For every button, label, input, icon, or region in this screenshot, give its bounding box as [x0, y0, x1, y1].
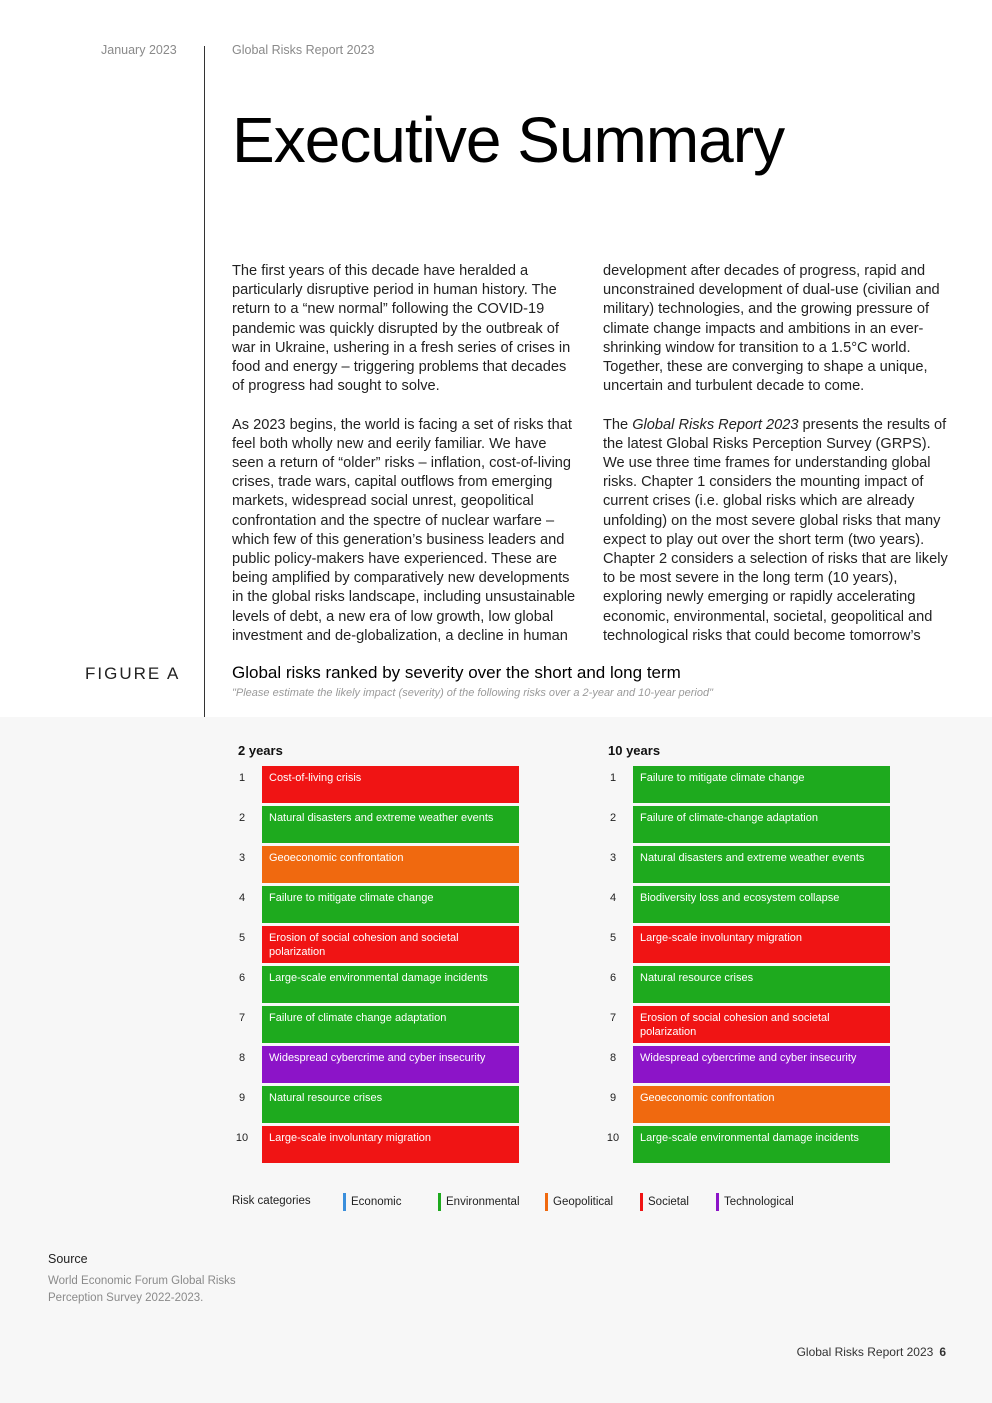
rank-number: 2 — [609, 812, 617, 824]
body-paragraph — [603, 416, 948, 646]
rank-number: 10 — [235, 1132, 249, 1144]
risk-bar — [633, 1046, 890, 1083]
risk-bar — [262, 846, 519, 883]
risk-label: Large-scale involuntary migration — [640, 932, 803, 944]
rank-number: 5 — [609, 932, 617, 944]
risk-bar — [633, 806, 890, 843]
body-paragraph: As 2023 begins, the world is facing a set of risks that feel both wholly new and eerily familiar. We have seen a return of “older” risks – inflation, cost-of-living crises, trade wars, capital outflows from emerging markets, widespread social unrest, geopolitical confrontation and the spectre of nuclear warfare – which few of this generation’s business leaders and public policy-makers have experienced. These are being amplified by comparatively new developments in the global risks landscape, including unsustainable levels of debt, a new era of low growth, low global investment and de-globalization, a decline in human — [232, 416, 576, 644]
legend-label: Geopolitical — [553, 1196, 614, 1208]
figure-subtitle: "Please estimate the likely impact (severity) of the following risks over a 2-year and 10-year period" — [232, 687, 714, 699]
risk-label: Failure of climate change adaptation — [269, 1012, 447, 1024]
source-text: World Economic Forum Global Risks Perception Survey 2022-2023. — [48, 1275, 236, 1304]
risk-label: Failure to mitigate climate change — [640, 772, 805, 784]
legend-label: Technological — [724, 1196, 794, 1208]
legend-item-economic — [343, 1193, 402, 1211]
risk-label: Widespread cybercrime and cyber insecurity — [640, 1052, 857, 1064]
footer-report-name: Global Risks Report 2023 — [796, 1345, 934, 1359]
risk-bar — [633, 926, 890, 963]
risk-bar — [262, 1086, 519, 1123]
risk-bar — [633, 1006, 890, 1043]
header-date: January 2023 — [101, 43, 177, 57]
legend-swatch — [545, 1193, 548, 1211]
body-text: The — [603, 416, 633, 433]
legend-item-geopolitical — [545, 1193, 613, 1211]
column-heading-2-years: 2 years — [238, 743, 283, 758]
legend-label: Environmental — [446, 1196, 520, 1208]
risk-bar — [633, 846, 890, 883]
rank-number: 5 — [238, 932, 246, 944]
risk-label: Natural disasters and extreme weather events — [640, 852, 865, 864]
risk-label: Large-scale environmental damage incidents — [640, 1132, 859, 1144]
legend-item-environmental — [438, 1193, 520, 1211]
risk-label: Geoeconomic confrontation — [269, 852, 404, 864]
risk-bar — [633, 886, 890, 923]
rank-number: 8 — [238, 1052, 246, 1064]
column-heading-10-years: 10 years — [608, 743, 661, 758]
risk-bar — [262, 886, 519, 923]
legend-item-technological — [716, 1193, 794, 1211]
header-report-name: Global Risks Report 2023 — [232, 43, 375, 57]
source-heading: Source — [48, 1252, 88, 1266]
rank-number: 8 — [609, 1052, 617, 1064]
risk-label: Natural disasters and extreme weather events — [269, 812, 494, 824]
risk-bar — [633, 1086, 890, 1123]
risk-label: Failure to mitigate climate change — [269, 892, 434, 904]
rank-number: 4 — [609, 892, 617, 904]
risk-bar — [262, 806, 519, 843]
risk-bar — [262, 1046, 519, 1083]
legend-label: Economic — [351, 1196, 402, 1208]
figure-title: Global risks ranked by severity over the short and long term — [232, 663, 681, 682]
body-paragraph: development after decades of progress, rapid and unconstrained development of dual-use (civilian and military) technologies, and the growing pressure of climate change impacts and ambitions in an ever-shrinking window for transition to a 1.5°C world. Together, these are converging to shape a unique, uncertain and turbulent decade to come. — [603, 263, 940, 395]
body-column-left — [232, 262, 577, 665]
rank-number: 10 — [606, 1132, 620, 1144]
body-column-right — [603, 262, 948, 665]
risk-label: Large-scale involuntary migration — [269, 1132, 432, 1144]
risk-bar — [262, 1126, 519, 1163]
risk-bar — [633, 1126, 890, 1163]
rank-number: 9 — [609, 1092, 617, 1104]
risk-label: Widespread cybercrime and cyber insecurity — [269, 1052, 486, 1064]
rank-number: 6 — [609, 972, 617, 984]
risk-label: Natural resource crises — [640, 972, 754, 984]
risk-label: Erosion of social cohesion and societal polarization — [640, 1012, 830, 1039]
page-title: Executive Summary — [232, 104, 785, 176]
risk-label: Erosion of social cohesion and societal polarization — [269, 932, 459, 959]
risk-label: Large-scale environmental damage incidents — [269, 972, 488, 984]
risk-label: Cost-of-living crisis — [269, 772, 362, 784]
risk-bar — [633, 766, 890, 803]
vertical-divider — [204, 46, 205, 717]
risk-bar — [262, 926, 519, 963]
rank-number: 1 — [609, 772, 617, 784]
report-title-italic: Global Risks Report 2023 — [632, 416, 799, 433]
body-paragraph: The first years of this decade have heralded a particularly disruptive period in human history. The return to a “new normal” following the COVID-19 pandemic was quickly disrupted by the outbreak of war in Ukraine, ushering in a fresh series of crises in food and energy – triggering problems that decades of progress had sought to solve. — [232, 263, 571, 395]
risk-label: Natural resource crises — [269, 1092, 383, 1104]
rank-number: 2 — [238, 812, 246, 824]
legend-label: Societal — [648, 1196, 689, 1208]
body-text: presents the results of the latest Global Risks Perception Survey (GRPS). We use three time frames for understanding global risks. Chapter 1 considers the mounting impact of current crises (i.e. global risks which are already unfolding) on the most severe global risks that many expect to play out over the short term (two years). Chapter 2 considers a selection of risks that are likely to be most severe in the long term (10 years), exploring newly emerging or rapidly accelerating economic, environmental, societal, geopolitical and technological risks that could become tomorrow’s — [603, 416, 948, 644]
risk-bar — [262, 766, 519, 803]
figure-label: FIGURE A — [85, 664, 181, 683]
risk-bar — [262, 1006, 519, 1043]
legend-swatch — [343, 1193, 346, 1211]
rank-number: 9 — [238, 1092, 246, 1104]
rank-number: 3 — [609, 852, 617, 864]
legend-swatch — [640, 1193, 643, 1211]
rank-number: 7 — [609, 1012, 617, 1024]
risk-label: Biodiversity loss and ecosystem collapse — [640, 892, 840, 904]
rank-number: 1 — [238, 772, 246, 784]
page-footer — [797, 1345, 946, 1359]
rank-number: 3 — [238, 852, 246, 864]
risk-bar — [262, 966, 519, 1003]
risk-label: Failure of climate-change adaptation — [640, 812, 818, 824]
rank-number: 7 — [238, 1012, 246, 1024]
legend-swatch — [438, 1193, 441, 1211]
legend-title: Risk categories — [232, 1195, 311, 1207]
rank-number: 4 — [238, 892, 246, 904]
risk-label: Geoeconomic confrontation — [640, 1092, 775, 1104]
legend-item-societal — [640, 1193, 689, 1211]
page-number: 6 — [939, 1345, 946, 1359]
risk-bar — [633, 966, 890, 1003]
legend-swatch — [716, 1193, 719, 1211]
rank-number: 6 — [238, 972, 246, 984]
